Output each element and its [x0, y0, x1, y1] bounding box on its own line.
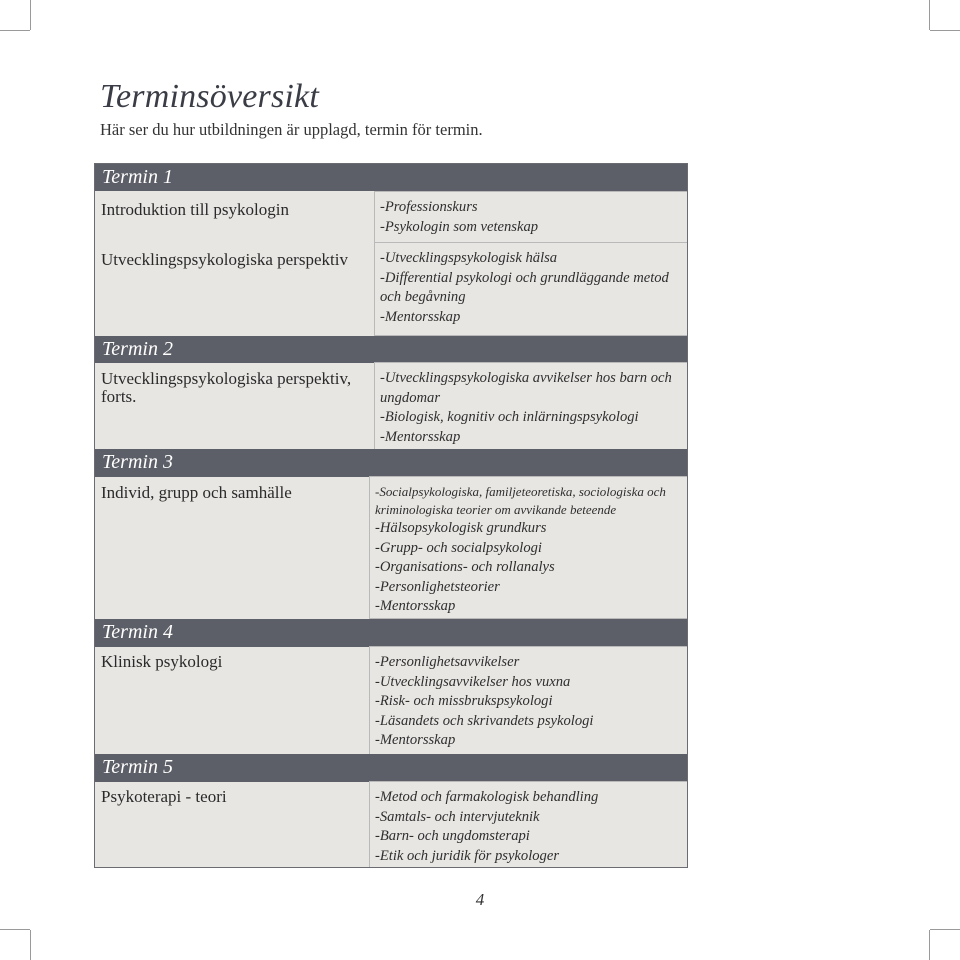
module-cell	[369, 781, 687, 867]
crop-mark	[0, 30, 30, 31]
term-overview-table	[94, 163, 688, 868]
module-item: -Socialpsykologiska, familjeteoretiska, sociologiska och	[375, 484, 666, 499]
course-name: Utvecklingspsykologiska perspektiv	[101, 250, 348, 269]
course-name: Introduktion till psykologin	[101, 200, 289, 219]
term-header-1: Termin 1	[95, 164, 687, 191]
crop-mark	[930, 30, 960, 31]
module-item: -Personlighetsavvikelser	[375, 654, 520, 670]
module-item: kriminologiska teorier om avvikande beteende	[375, 502, 617, 517]
module-list	[375, 653, 681, 751]
module-item: -Grupp- och socialpsykologi	[375, 539, 542, 556]
term-header-5: Termin 5	[95, 754, 687, 782]
crop-mark	[0, 929, 30, 930]
term-header-3: Termin 3	[95, 449, 687, 477]
module-list	[375, 519, 681, 617]
module-item: -Barn- och ungdomsterapi	[375, 828, 530, 844]
module-item: -Mentorsskap	[380, 308, 461, 325]
module-item: -Utvecklingspsykologisk hälsa	[380, 250, 558, 266]
course-name: Klinisk psykologi	[101, 652, 223, 671]
module-cell	[374, 191, 687, 243]
module-list	[380, 369, 681, 447]
term-header-4: Termin 4	[95, 619, 687, 647]
module-item: -Utvecklingspsykologiska avvikelser hos barn och	[380, 370, 672, 386]
module-item: -Risk- och missbrukspsykologi	[375, 693, 553, 709]
module-list	[375, 483, 681, 519]
crop-mark	[30, 930, 31, 960]
module-item: -Mentorsskap	[375, 732, 456, 748]
module-item: -Hälsopsykologisk grundkurs	[375, 520, 547, 536]
module-item: -Psykologin som vetenskap	[380, 218, 539, 235]
module-item: -Organisations- och rollanalys	[375, 559, 555, 575]
module-item: -Professionskurs	[380, 199, 478, 215]
module-cell	[374, 242, 687, 336]
intro-text: Här ser du hur utbildningen är upplagd, termin för termin.	[100, 120, 483, 139]
module-item: -Biologisk, kognitiv och inlärningspsykologi	[380, 409, 639, 425]
module-cell	[369, 646, 687, 755]
module-item: -Utvecklingsavvikelser hos vuxna	[375, 673, 571, 690]
module-item: -Metod och farmakologisk behandling	[375, 789, 599, 805]
module-item: och begåvning	[380, 289, 466, 305]
module-list	[375, 788, 681, 866]
module-item: -Mentorsskap	[375, 598, 456, 614]
module-list	[380, 249, 681, 327]
crop-mark	[929, 930, 930, 960]
course-name: Psykoterapi - teori	[101, 787, 227, 806]
crop-mark	[929, 0, 930, 30]
page-number: 4	[475, 890, 485, 909]
page-title: Terminsöversikt	[100, 78, 319, 115]
module-item: -Läsandets och skrivandets psykologi	[375, 712, 594, 729]
crop-mark	[30, 0, 31, 30]
module-item: -Differential psykologi och grundläggande metod	[380, 269, 669, 286]
module-item: ungdomar	[380, 389, 440, 406]
module-list	[380, 198, 681, 237]
course-name: Individ, grupp och samhälle	[101, 483, 292, 502]
module-item: -Etik och juridik för psykologer	[375, 847, 560, 864]
course-name: Utvecklingspsykologiska perspektiv, forts.	[101, 369, 352, 406]
module-item: -Mentorsskap	[380, 428, 461, 445]
module-cell	[374, 362, 687, 450]
module-cell	[369, 476, 687, 619]
crop-mark	[930, 929, 960, 930]
term-header-2: Termin 2	[95, 336, 687, 363]
module-item: -Samtals- och intervjuteknik	[375, 808, 540, 825]
module-item: -Personlighetsteorier	[375, 578, 500, 595]
